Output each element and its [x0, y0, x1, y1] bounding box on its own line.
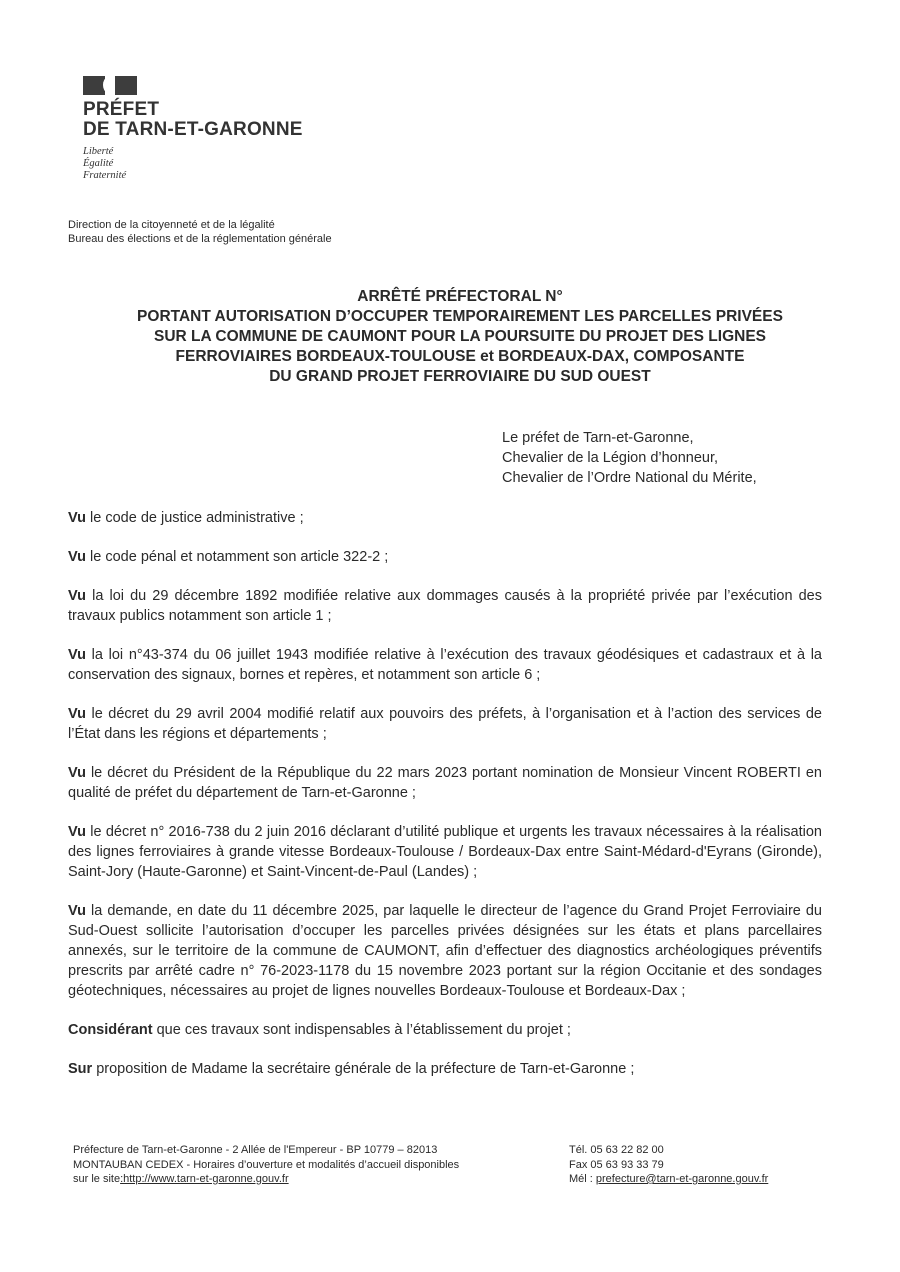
- recital-text: le décret du 29 avril 2004 modifié relatif aux pouvoirs des préfets, à l’organisation et à l’action des services de l’État dans les régions et départements ;: [68, 706, 822, 742]
- recital-paragraph: [68, 822, 822, 882]
- footer-contact: [569, 1143, 768, 1187]
- issuing-service: [68, 218, 332, 246]
- recital-text: la demande, en date du 11 décembre 2025, par laquelle le directeur de l’agence du Grand Projet Ferroviaire du Sud-Ouest sollicite l’autorisation d’occuper les parcelles privées désignées sur les états et plans parcellaires annexés, sur le territoire de la commune de CAUMONT, afin d’effectuer des diagnostics archéologiques préventifs prescrits par arrêté cadre n° 76-2023-1178 du 15 novembre 2023 portant sur la région Occitanie et des sondages géotechniques, nécessaires au projet de lignes nouvelles Bordeaux-Toulouse et Bordeaux-Dax ;: [68, 903, 822, 999]
- title-line: PORTANT AUTORISATION D’OCCUPER TEMPORAIREMENT LES PARCELLES PRIVÉES: [137, 308, 783, 325]
- recital-paragraph: [68, 645, 822, 685]
- email-prefix: Mél :: [569, 1173, 596, 1185]
- recital-paragraph: [68, 704, 822, 744]
- recital-lead: Vu: [68, 765, 86, 781]
- recital-lead: Vu: [68, 647, 86, 663]
- recital-text: la loi n°43-374 du 06 juillet 1943 modifiée relative à l’exécution des travaux géodésiques et cadastraux et à la conservation des signaux, bornes et repères, et notamment son article 6 ;: [68, 647, 822, 683]
- prefecture-logo-title: [83, 100, 303, 140]
- email-link[interactable]: prefecture@tarn-et-garonne.gouv.fr: [595, 1173, 769, 1185]
- title-line: SUR LA COMMUNE DE CAUMONT POUR LA POURSUITE DU PROJET DES LIGNES: [154, 328, 766, 345]
- signatory-line: Chevalier de la Légion d’honneur,: [502, 450, 719, 466]
- recital-text: le code pénal et notamment son article 322-2 ;: [86, 549, 389, 565]
- recital-lead: Sur: [68, 1061, 93, 1077]
- considering-paragraph: [68, 1020, 822, 1040]
- fax-number: Fax 05 63 93 33 79: [569, 1158, 664, 1171]
- recital-paragraph: [68, 901, 822, 1001]
- recital-lead: Vu: [68, 549, 86, 565]
- recital-text: que ces travaux sont indispensables à l’établissement du projet ;: [152, 1022, 571, 1038]
- recital-lead: Considérant: [68, 1022, 153, 1038]
- decree-title: [60, 287, 860, 387]
- recital-text: le décret du Président de la République du 22 mars 2023 portant nomination de Monsieur Vincent ROBERTI en qualité de préfet du département de Tarn-et-Garonne ;: [68, 765, 822, 801]
- recital-text: la loi du 29 décembre 1892 modifiée relative aux dommages causés à la propriété privée par l’exécution des travaux publics notamment son article 1 ;: [68, 588, 822, 624]
- recital-lead: Vu: [68, 903, 86, 919]
- signatory-line: Le préfet de Tarn-et-Garonne,: [502, 430, 694, 446]
- recital-lead: Vu: [68, 824, 86, 840]
- recital-paragraph: [68, 586, 822, 626]
- decree-recitals: [68, 508, 822, 1098]
- recital-text: le décret n° 2016-738 du 2 juin 2016 déclarant d’utilité publique et urgents les travaux nécessaires à la réalisation des lignes ferroviaires à grande vitesse Bordeaux-Toulouse / Bordeaux-Dax entre Saint-Médard-d'Eyrans (Gironde), Saint-Jory (Haute-Garonne) et Saint-Vincent-de-Paul (Landes) ;: [68, 824, 822, 880]
- motto-fraternite: Fraternité: [83, 170, 127, 181]
- motto-liberte: Liberté: [83, 146, 114, 157]
- signatory-line: Chevalier de l’Ordre National du Mérite,: [502, 470, 757, 486]
- recital-paragraph: [68, 547, 822, 567]
- recital-lead: Vu: [68, 588, 86, 604]
- logo-title-line2: DE TARN-ET-GARONNE: [83, 119, 303, 140]
- recital-paragraph: [68, 763, 822, 803]
- website-prefix: sur le site: [73, 1173, 121, 1185]
- recital-lead: Vu: [68, 510, 86, 526]
- motto-egalite: Égalité: [83, 158, 114, 169]
- proposal-paragraph: [68, 1059, 822, 1079]
- republic-motto: [83, 146, 126, 182]
- phone-number: Tél. 05 63 22 82 00: [569, 1144, 664, 1156]
- marianne-emblem-icon: [83, 76, 137, 95]
- signatory-block: [502, 428, 757, 488]
- title-line: FERROVIAIRES BORDEAUX-TOULOUSE et BORDEAUX-DAX, COMPOSANTE: [175, 348, 745, 365]
- recital-text: le code de justice administrative ;: [86, 510, 304, 526]
- service-direction: Direction de la citoyenneté et de la légalité: [68, 219, 275, 231]
- website-link[interactable]: :http://www.tarn-et-garonne.gouv.fr: [120, 1173, 289, 1185]
- address-line: [73, 1172, 459, 1187]
- address-line: Préfecture de Tarn-et-Garonne - 2 Allée de l'Empereur - BP 10779 – 82013: [73, 1144, 438, 1156]
- service-bureau: Bureau des élections et de la réglementation générale: [68, 233, 332, 245]
- recital-paragraph: [68, 508, 822, 528]
- address-line: MONTAUBAN CEDEX - Horaires d’ouverture et modalités d’accueil disponibles: [73, 1158, 460, 1171]
- recital-text: proposition de Madame la secrétaire générale de la préfecture de Tarn-et-Garonne ;: [92, 1061, 635, 1077]
- email-line: [569, 1172, 768, 1187]
- logo-title-line1: PRÉFET: [83, 99, 160, 120]
- title-line: ARRÊTÉ PRÉFECTORAL N°: [357, 288, 563, 305]
- recital-lead: Vu: [68, 706, 86, 722]
- title-line: DU GRAND PROJET FERROVIAIRE DU SUD OUEST: [269, 368, 651, 385]
- footer-address: [73, 1143, 459, 1187]
